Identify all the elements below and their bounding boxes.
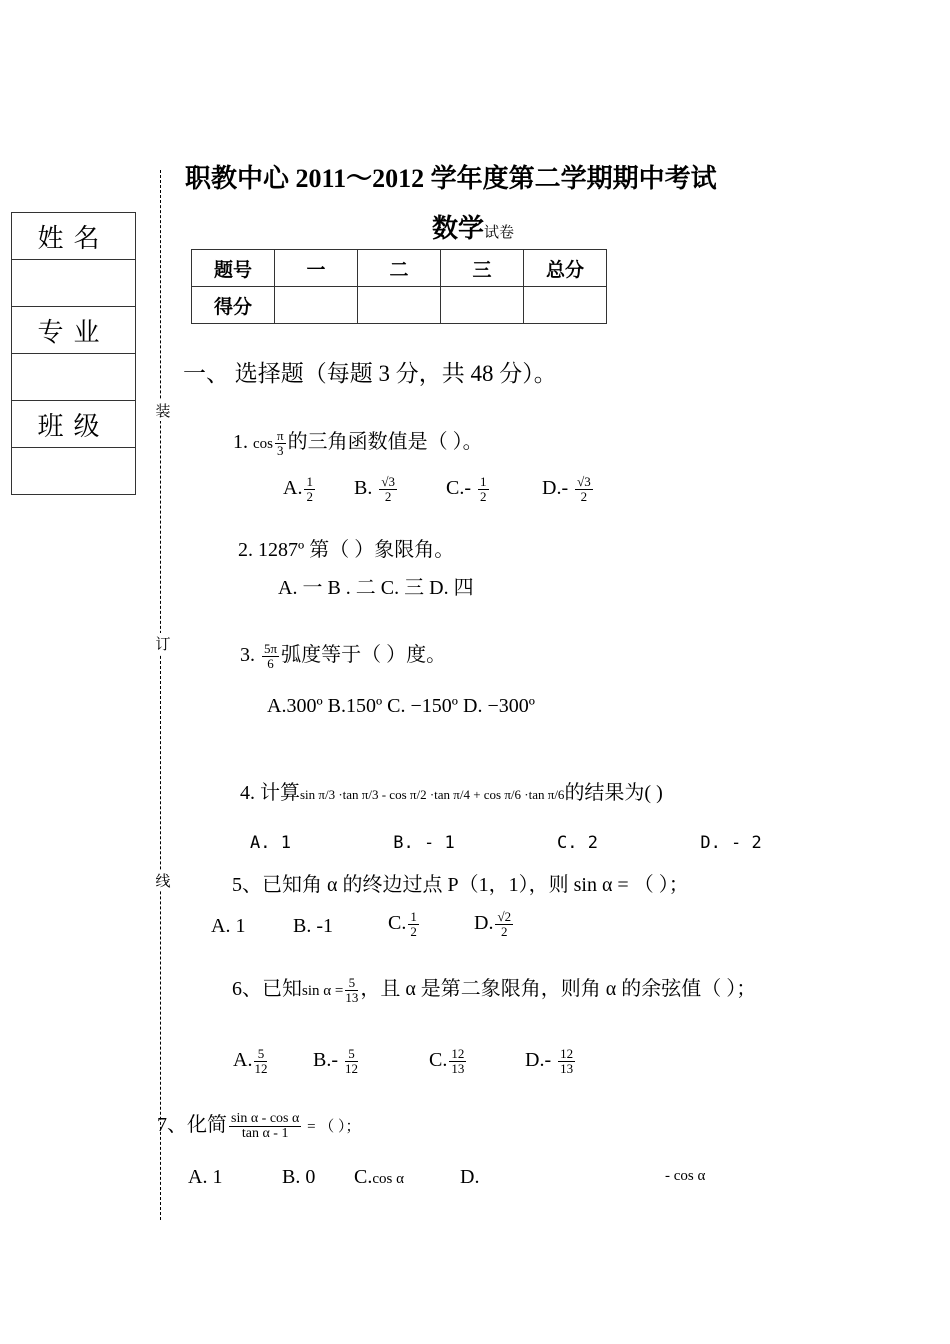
q5-option-a[interactable]: A. 1: [211, 915, 246, 937]
q1-option-a[interactable]: A. $\frac{1}{2}$: [283, 474, 313, 504]
q5-option-c[interactable]: C. $\frac{1}{2}$: [388, 909, 417, 939]
question-number: 1.: [233, 431, 248, 453]
question-7: 7、化简 $\frac{\text{sin α - cos α}}{\text{tan α - 1}}$ = （ ）；: [157, 1110, 361, 1141]
question-6: 6、已知sin α = $\frac{5}{13}$ ，且 α 是第二象限角，则角 α 的余弦值（ ）；: [232, 974, 757, 1005]
score-row-label: 得分: [192, 287, 275, 324]
class-field[interactable]: [12, 448, 136, 495]
score-header-cell: 题号: [192, 250, 275, 287]
question-3: 3. $\frac{5\pi}{6}$ 弧度等于（ ）度。: [240, 640, 447, 671]
question-2: 2. 1287º 第（ ）象限角。: [238, 539, 455, 561]
student-info-table: [11, 212, 136, 495]
q1-option-c[interactable]: C.- $\frac{1}{2}$: [446, 474, 487, 504]
score-table-row: [192, 287, 607, 324]
class-label: 班级: [12, 401, 136, 448]
score-table-header: [192, 250, 607, 287]
question-4: 4. 计算sin π/3 ·tan π/3 - cos π/2 ·tan π/4 + cos π/6 ·tan π/6的结果为( ): [240, 782, 663, 804]
fraction: $\frac{\pi}{3}$: [277, 427, 284, 458]
binding-line: [160, 170, 161, 1220]
q6-option-b[interactable]: B.- $\frac{5}{12}$: [313, 1046, 358, 1076]
exam-subject: [432, 208, 514, 245]
q7-option-d[interactable]: D.: [460, 1166, 480, 1188]
q7-option-a[interactable]: A. 1: [188, 1166, 223, 1188]
q7-option-b[interactable]: B. 0: [282, 1166, 316, 1188]
binding-word-xian: 线: [153, 870, 173, 891]
score-cell[interactable]: [275, 287, 358, 324]
q7-option-c[interactable]: C.cos α: [354, 1166, 404, 1188]
q6-option-c[interactable]: C. $\frac{12}{13}$: [429, 1046, 465, 1076]
score-cell[interactable]: [441, 287, 524, 324]
score-cell[interactable]: [524, 287, 607, 324]
question-text: 的三角函数值是（ ）。: [287, 431, 483, 453]
math-expr: sin π/3 ·tan π/3 - cos π/2 ·tan π/4 + cos π/6 ·tan π/6: [300, 787, 565, 802]
score-cell[interactable]: [358, 287, 441, 324]
q1-option-d[interactable]: D.- $\frac{√3}{2}$: [542, 474, 591, 504]
major-field[interactable]: [12, 354, 136, 401]
q1-option-b[interactable]: B. $\frac{√3}{2}$: [354, 474, 395, 504]
q4-options[interactable]: A. 1 B. - 1 C. 2 D. - 2: [250, 833, 762, 853]
question-5: 5、已知角 α 的终边过点 P（1，1），则 sin α = （ ）；: [232, 874, 689, 896]
q5-option-d[interactable]: D. $\frac{√2}{2}$: [474, 909, 512, 939]
score-header-cell: 三: [441, 250, 524, 287]
q6-option-a[interactable]: A. $\frac{5}{12}$: [233, 1046, 268, 1076]
subject-name: 数学: [432, 214, 485, 243]
binding-word-zhuang: 装: [153, 400, 173, 421]
exam-title: 职教中心 2011～2012 学年度第二学期期中考试: [185, 164, 717, 193]
q6-option-d[interactable]: D.- $\frac{12}{13}$: [525, 1046, 574, 1076]
section-heading: 一、 选择题（每题 3 分，共 48 分）。: [183, 361, 557, 386]
q5-option-b[interactable]: B. -1: [293, 915, 333, 937]
question-1: [233, 425, 483, 458]
binding-word-ding: 订: [153, 633, 173, 654]
q7-option-d-value: - cos α: [665, 1168, 706, 1184]
subject-suffix: 试卷: [484, 225, 515, 241]
q3-options[interactable]: A.300º B.150º C. −150º D. −300º: [267, 695, 535, 717]
score-table: [191, 249, 607, 324]
major-label: 专业: [12, 307, 136, 354]
score-header-cell: 二: [358, 250, 441, 287]
name-label: 姓名: [12, 213, 136, 260]
name-field[interactable]: [12, 260, 136, 307]
score-header-cell: 总分: [524, 250, 607, 287]
score-header-cell: 一: [275, 250, 358, 287]
q2-options[interactable]: A. 一 B . 二 C. 三 D. 四: [278, 577, 474, 599]
math-expr: cos: [253, 436, 273, 452]
